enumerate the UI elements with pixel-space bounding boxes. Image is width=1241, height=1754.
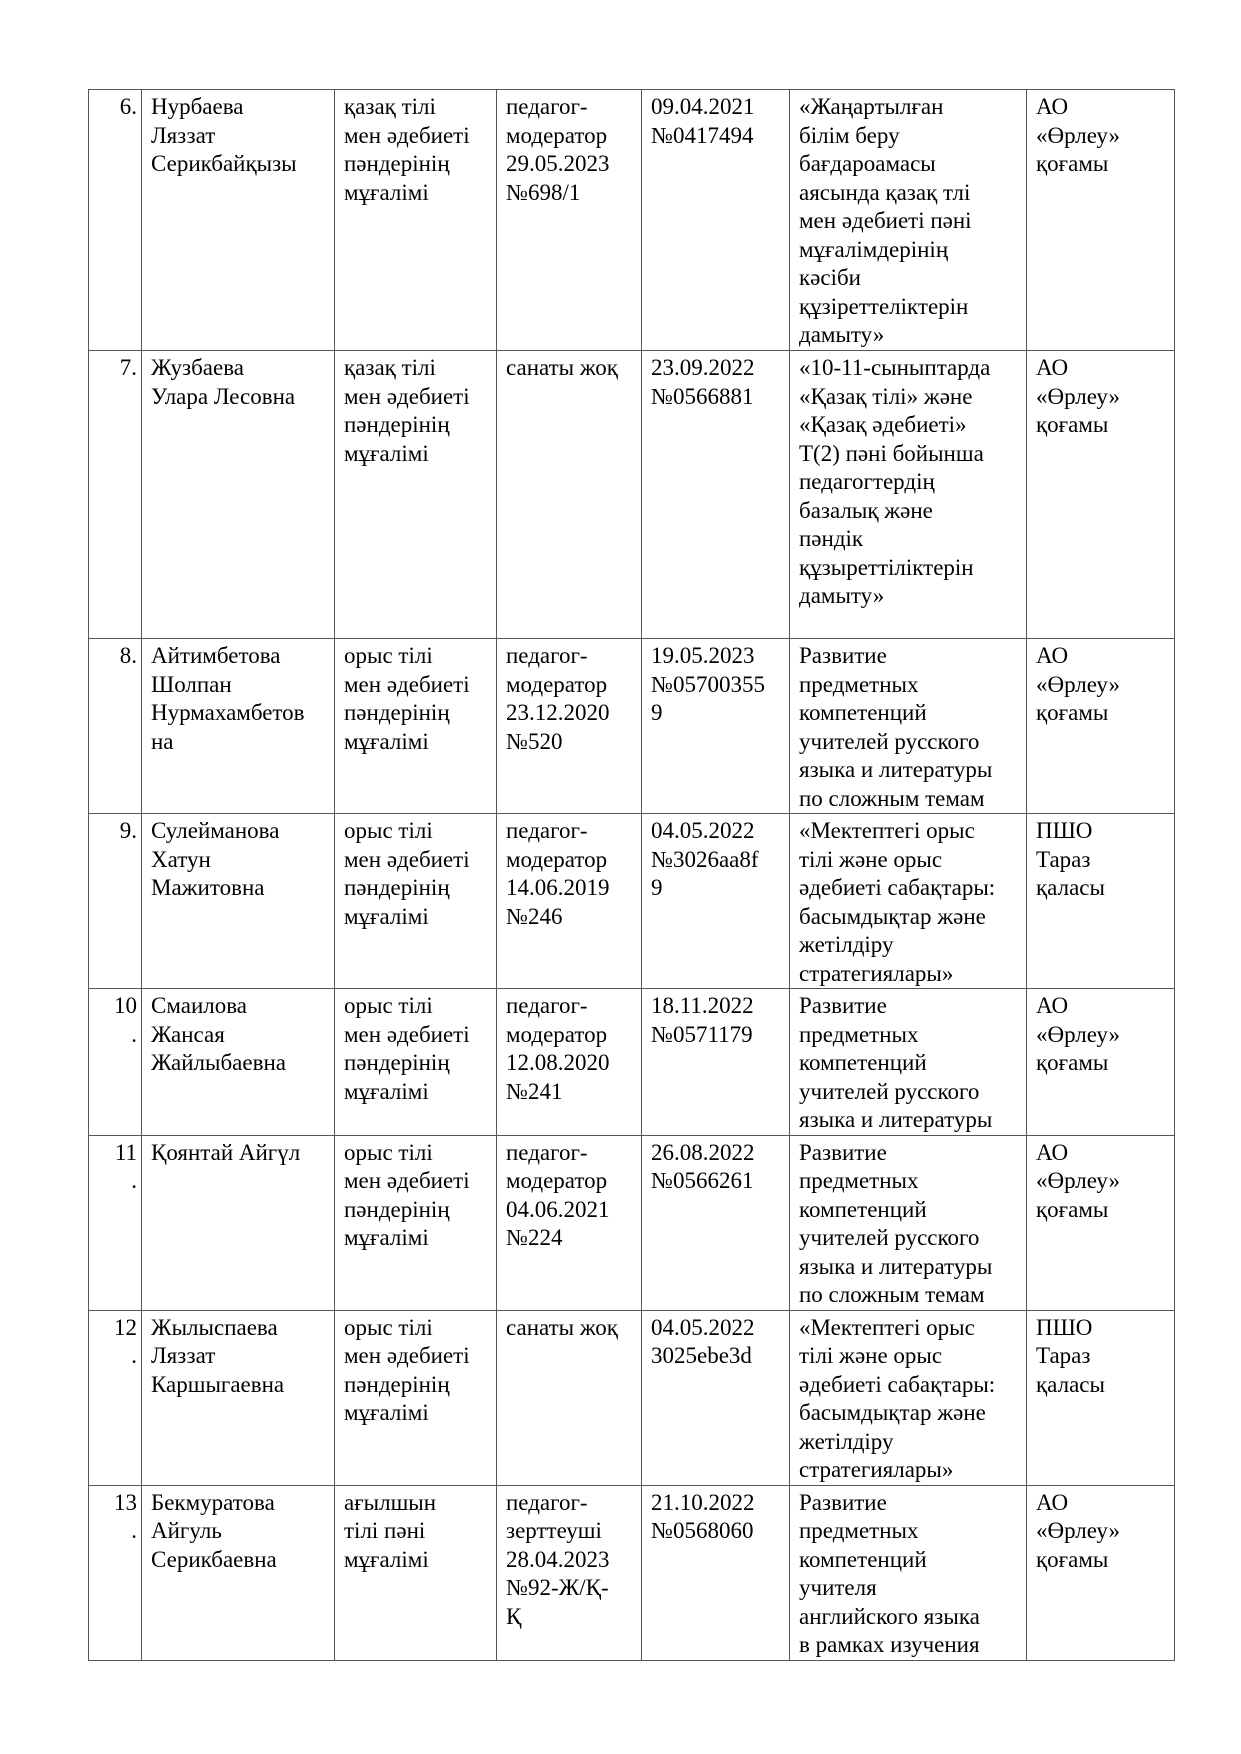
certificate-number: 04.05.2022 3025ebe3d xyxy=(642,1310,790,1485)
course-title: «Мектептегі орыс тілі және орыс әдебиеті сабақтары: басымдықтар және жетілдіру стратегиялары» xyxy=(790,1310,1027,1485)
course-title: Развитие предметных компетенций учителей русского языка и литературы по сложным темам xyxy=(790,1135,1027,1310)
qualification-category: педагог- модератор 29.05.2023 №698/1 xyxy=(497,90,642,351)
certificate-number: 19.05.2023 №05700355 9 xyxy=(642,639,790,814)
teacher-subject: орыс тілі мен әдебиеті пәндерінің мұғалімі xyxy=(335,1310,497,1485)
teacher-subject: орыс тілі мен әдебиеті пәндерінің мұғалімі xyxy=(335,1135,497,1310)
course-organizer: АО «Өрлеу» қоғамы xyxy=(1027,1485,1175,1660)
row-number: 9. xyxy=(89,814,142,989)
qualification-category: педагог- модератор 04.06.2021 №224 xyxy=(497,1135,642,1310)
certificate-number: 21.10.2022 №0568060 xyxy=(642,1485,790,1660)
course-organizer: АО «Өрлеу» қоғамы xyxy=(1027,1135,1175,1310)
teacher-subject: ағылшын тілі пәні мұғалімі xyxy=(335,1485,497,1660)
certificate-number: 04.05.2022 №3026аа8f 9 xyxy=(642,814,790,989)
teacher-subject: қазақ тілі мен әдебиеті пәндерінің мұғалімі xyxy=(335,90,497,351)
table-row xyxy=(89,814,1175,989)
course-organizer: АО «Өрлеу» қоғамы xyxy=(1027,989,1175,1136)
certificate-number: 26.08.2022 №0566261 xyxy=(642,1135,790,1310)
teacher-name: Қоянтай Айгүл xyxy=(142,1135,335,1310)
table-row xyxy=(89,989,1175,1136)
teacher-name: Нурбаева Ляззат Серикбайқызы xyxy=(142,90,335,351)
certificate-number: 18.11.2022 №0571179 xyxy=(642,989,790,1136)
course-title: «10-11-сыныптарда «Қазақ тілі» және «Қазақ әдебиеті» Т(2) пәні бойынша педагогтердің базалық және пәндік құзыреттіліктерін дамыту» xyxy=(790,351,1027,639)
teacher-name: Жузбаева Улара Лесовна xyxy=(142,351,335,639)
teacher-name: Айтимбетова Шолпан Нурмахамбетов на xyxy=(142,639,335,814)
course-title: Развитие предметных компетенций учителей русского языка и литературы xyxy=(790,989,1027,1136)
course-title: «Жаңартылған білім беру бағдароамасы аясында қазақ тлі мен әдебиеті пәні мұғалімдерінің кәсіби құзіреттеліктерін дамыту» xyxy=(790,90,1027,351)
course-title: Развитие предметных компетенций учителя английского языка в рамках изучения xyxy=(790,1485,1027,1660)
certificate-number: 09.04.2021 №0417494 xyxy=(642,90,790,351)
row-number: 7. xyxy=(89,351,142,639)
table-row xyxy=(89,90,1175,351)
qualification-category: педагог- модератор 23.12.2020 №520 xyxy=(497,639,642,814)
row-number: 13 . xyxy=(89,1485,142,1660)
course-organizer: ПШО Тараз қаласы xyxy=(1027,814,1175,989)
course-title: «Мектептегі орыс тілі және орыс әдебиеті сабақтары: басымдықтар және жетілдіру стратегиялары» xyxy=(790,814,1027,989)
table-row xyxy=(89,351,1175,639)
course-organizer: АО «Өрлеу» қоғамы xyxy=(1027,639,1175,814)
row-number: 10 . xyxy=(89,989,142,1136)
row-number: 8. xyxy=(89,639,142,814)
qualification-category: педагог- модератор 14.06.2019 №246 xyxy=(497,814,642,989)
qualification-category: педагог- зерттеуші 28.04.2023 №92-Ж/Қ- Қ xyxy=(497,1485,642,1660)
row-number: 11 . xyxy=(89,1135,142,1310)
table-row xyxy=(89,639,1175,814)
table-row xyxy=(89,1485,1175,1660)
teacher-subject: орыс тілі мен әдебиеті пәндерінің мұғалімі xyxy=(335,814,497,989)
teacher-name: Бекмуратова Айгуль Серикбаевна xyxy=(142,1485,335,1660)
row-number: 12 . xyxy=(89,1310,142,1485)
row-number: 6. xyxy=(89,90,142,351)
table-row xyxy=(89,1135,1175,1310)
course-organizer: ПШО Тараз қаласы xyxy=(1027,1310,1175,1485)
teacher-subject: қазақ тілі мен әдебиеті пәндерінің мұғалімі xyxy=(335,351,497,639)
course-organizer: АО «Өрлеу» қоғамы xyxy=(1027,90,1175,351)
teacher-name: Жылыспаева Ляззат Каршыгаевна xyxy=(142,1310,335,1485)
teacher-subject: орыс тілі мен әдебиеті пәндерінің мұғалімі xyxy=(335,639,497,814)
course-title: Развитие предметных компетенций учителей русского языка и литературы по сложным темам xyxy=(790,639,1027,814)
certificate-number: 23.09.2022 №0566881 xyxy=(642,351,790,639)
teacher-name: Смаилова Жансая Жайлыбаевна xyxy=(142,989,335,1136)
teacher-subject: орыс тілі мен әдебиеті пәндерінің мұғалімі xyxy=(335,989,497,1136)
table-row xyxy=(89,1310,1175,1485)
staff-training-table xyxy=(88,89,1175,1661)
teacher-name: Сулейманова Хатун Мажитовна xyxy=(142,814,335,989)
qualification-category: санаты жоқ xyxy=(497,351,642,639)
qualification-category: педагог- модератор 12.08.2020 №241 xyxy=(497,989,642,1136)
qualification-category: санаты жоқ xyxy=(497,1310,642,1485)
course-organizer: АО «Өрлеу» қоғамы xyxy=(1027,351,1175,639)
